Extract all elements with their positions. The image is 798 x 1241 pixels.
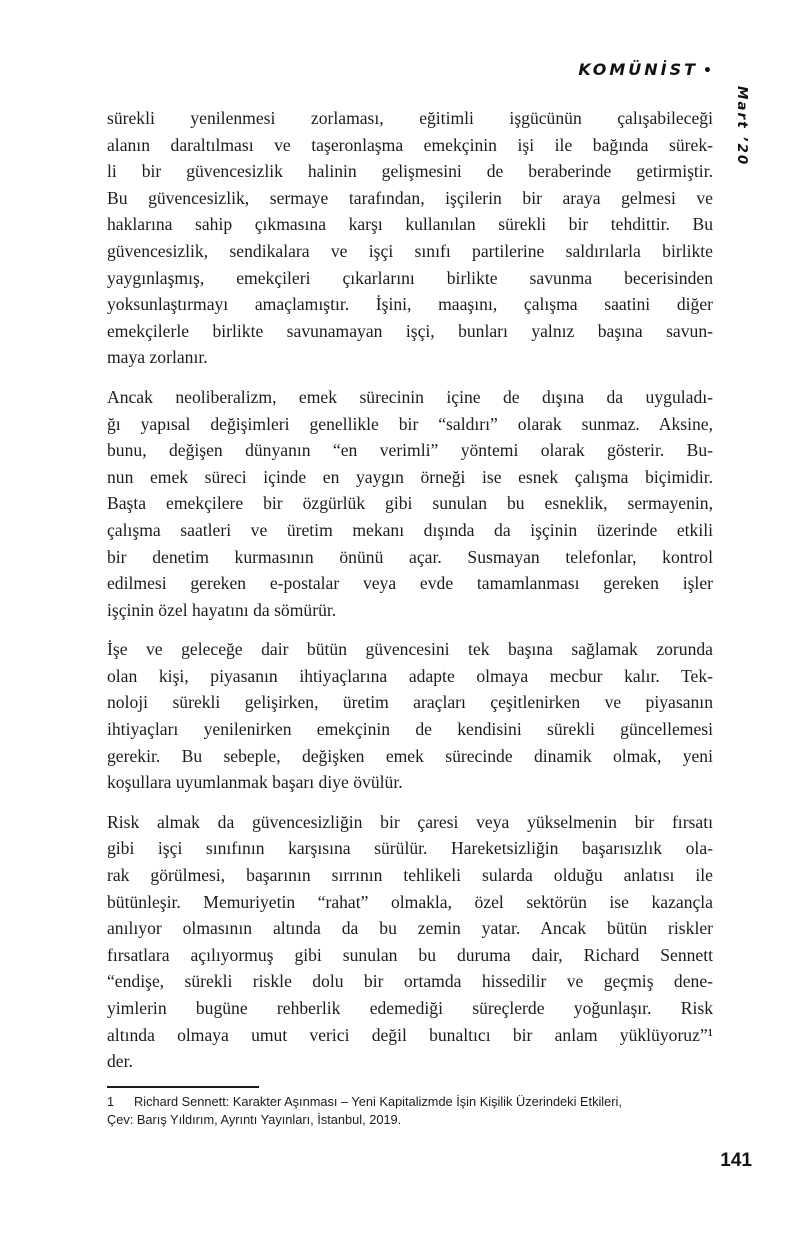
text-line: gerekir. Bu sebeple, değişken emek sürecinde dinamik olmak, yeni	[107, 745, 713, 766]
text-line: Risk almak da güvencesizliğin bir çaresi veya yükselmenin bir fırsatı	[107, 811, 713, 832]
text-line: li bir güvencesizlik halinin gelişmesini de beraberinde getirmiştir.	[107, 161, 713, 182]
text-line: olan kişi, piyasanın ihtiyaçlarına adapte olmaya mecbur kalır. Tek-	[107, 665, 713, 686]
text-line: güvencesizlik, sendikalara ve işçi sınıfı partilerine saldırılarla birlikte	[107, 240, 713, 261]
journal-bullet: •	[703, 63, 712, 79]
text-line: altında olmaya umut verici değil bunaltıcı bir anlam yüklüyoruz”¹	[107, 1024, 713, 1045]
text-line: alanın daraltılması ve taşeronlaşma emekçinin işi ile bağında sürek-	[107, 134, 713, 155]
text-line: “endişe, sürekli riskle dolu bir ortamda hissedilir ve geçmiş dene-	[107, 971, 713, 992]
text-line: nun emek süreci içinde en yaygın örneği ise esnek çalışma biçimidir.	[107, 466, 713, 487]
footnote	[107, 1093, 713, 1129]
text-line: bütünleşir. Memuriyetin “rahat” olmakla, özel sektörün ise kazançla	[107, 891, 713, 912]
paragraph	[107, 809, 713, 1075]
text-line: işçinin özel hayatını da sömürür.	[107, 599, 337, 620]
footnote-text-line1: Richard Sennett: Karakter Aşınması – Yeni Kapitalizmde İşin Kişilik Üzerindeki Etkileri,	[134, 1094, 622, 1109]
text-line: ihtiyaçları yenilenirken emekçinin de kendisini sürekli güncellemesi	[107, 719, 713, 740]
issue-date-vertical: Mart ’20	[734, 86, 750, 167]
text-line: maya zorlanır.	[107, 347, 208, 368]
text-line: yimlerin bugüne rehberlik edemediği süreçlerde yoğunlaşır. Risk	[107, 998, 713, 1018]
text-line: bunu, değişen dünyanın “en verimli” yöntemi olarak gösterir. Bu-	[107, 440, 713, 461]
paragraph	[107, 105, 713, 371]
text-line: Bu güvencesizlik, sermaye tarafından, işçilerin bir araya gelmesi ve	[107, 187, 713, 208]
journal-title: KOMÜNİST	[578, 60, 699, 79]
text-line: der.	[107, 1051, 133, 1072]
footnote-text-line2: Çev: Barış Yıldırım, Ayrıntı Yayınları, İstanbul, 2019.	[107, 1112, 402, 1127]
text-line: gibi işçi sınıfının karşısına sürülür. Hareketsizliğin başarısızlık ola-	[107, 838, 713, 859]
footnote-line-1	[107, 1093, 713, 1111]
paragraph	[107, 384, 713, 623]
text-line: noloji sürekli gelişirken, üretim araçları çeşitlenirken ve piyasanın	[107, 692, 713, 713]
text-line: emekçilerle birlikte savunamayan işçi, bunları yalnız başına savun-	[107, 320, 713, 341]
text-line: anılıyor olmasının altında da bu zemin yatar. Ancak bütün riskler	[107, 918, 713, 939]
page-number: 141	[720, 1150, 752, 1171]
text-line: haklarına sahip çıkmasına karşı kullanılan sürekli bir tehdittir. Bu	[107, 214, 713, 235]
text-line: yoksunlaştırmayı amaçlamıştır. İşini, maaşını, çalışma saatini diğer	[107, 294, 713, 315]
text-line: Ancak neoliberalizm, emek sürecinin içine de dışına da uyguladı-	[107, 386, 713, 407]
text-line: ğı yapısal değişimleri genellikle bir “saldırı” olarak sunmaz. Aksine,	[107, 413, 713, 434]
article-body	[107, 105, 713, 1088]
text-line: Başta emekçilere bir özgürlük gibi sunulan bu esneklik, sermayenin,	[107, 493, 713, 514]
text-line: fırsatlara açılıyormuş gibi sunulan bu duruma dair, Richard Sennett	[107, 944, 713, 965]
text-line: rak görülmesi, başarının sırrının tehlikeli sularda olduğu anlatısı ile	[107, 865, 713, 886]
footnote-separator	[107, 1086, 259, 1088]
text-line: bir denetim kurmasının önünü açar. Susmayan telefonlar, kontrol	[107, 546, 713, 567]
paragraph	[107, 636, 713, 796]
page-header	[578, 60, 712, 79]
text-line: sürekli yenilenmesi zorlaması, eğitimli işgücünün çalışabileceği	[107, 108, 713, 128]
text-line: koşullara uyumlanmak başarı diye övülür.	[107, 772, 403, 793]
text-line: çalışma saatleri ve üretim mekanı dışında da işçinin üzerinde etkili	[107, 519, 713, 540]
footnote-marker: 1	[107, 1094, 115, 1109]
text-line: İşe ve geleceğe dair bütün güvencesini tek başına sağlamak zorunda	[107, 639, 713, 660]
text-line: edilmesi gereken e-postalar veya evde tamamlanması gereken işler	[107, 573, 713, 594]
text-line: yaygınlaşmış, emekçileri çıkarlarını birlikte savunma becerisinden	[107, 267, 713, 288]
